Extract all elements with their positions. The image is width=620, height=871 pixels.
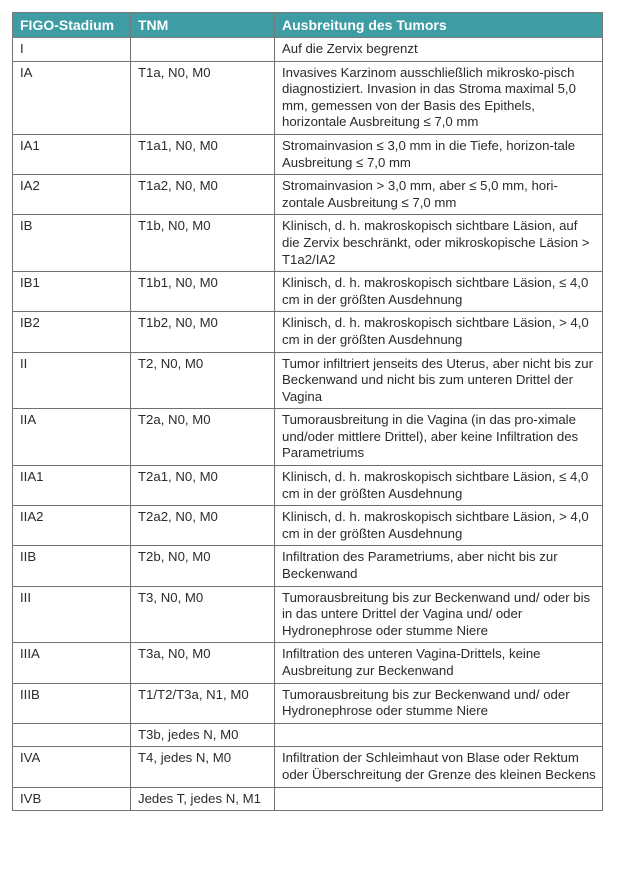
table-row	[13, 312, 603, 352]
cell-stage: I	[13, 38, 131, 62]
cell-stage: IIA2	[13, 506, 131, 546]
cell-desc: Klinisch, d. h. makroskopisch sichtbare Läsion, auf die Zervix beschränkt, oder mikroskopische Läsion > T1a2/IA2	[275, 215, 603, 272]
cell-stage: IA1	[13, 134, 131, 174]
cell-tnm: Jedes T, jedes N, M1	[131, 787, 275, 811]
cell-desc: Tumorausbreitung bis zur Beckenwand und/ oder Hydronephrose oder stumme Niere	[275, 683, 603, 723]
table-row	[13, 175, 603, 215]
cell-stage: IB1	[13, 272, 131, 312]
cell-desc: Tumorausbreitung bis zur Beckenwand und/ oder bis in das untere Drittel der Vagina und/ oder Hydronephrose oder stumme Niere	[275, 586, 603, 643]
cell-stage: IB	[13, 215, 131, 272]
cell-tnm: T1a1, N0, M0	[131, 134, 275, 174]
cell-tnm	[131, 38, 275, 62]
cell-tnm: T4, jedes N, M0	[131, 747, 275, 787]
cell-tnm: T2, N0, M0	[131, 352, 275, 409]
table-header	[13, 13, 603, 38]
table-body	[13, 38, 603, 811]
cell-desc	[275, 723, 603, 747]
cell-stage: IA	[13, 61, 131, 134]
cell-desc: Auf die Zervix begrenzt	[275, 38, 603, 62]
table-row	[13, 586, 603, 643]
table-row	[13, 38, 603, 62]
cell-desc: Invasives Karzinom ausschließlich mikrosko-pisch diagnostiziert. Invasion in das Stroma maximal 5,0 mm, gemessen von der Basis des Epithels, horizontale Ausbreitung ≤ 7,0 mm	[275, 61, 603, 134]
table-row	[13, 683, 603, 723]
cell-desc: Klinisch, d. h. makroskopisch sichtbare Läsion, > 4,0 cm in der größten Ausdehnung	[275, 506, 603, 546]
table-row	[13, 747, 603, 787]
cell-tnm: T1b, N0, M0	[131, 215, 275, 272]
cell-tnm: T1a2, N0, M0	[131, 175, 275, 215]
table-row	[13, 723, 603, 747]
cell-desc: Infiltration des unteren Vagina-Drittels, keine Ausbreitung zur Beckenwand	[275, 643, 603, 683]
cell-desc: Stromainvasion ≤ 3,0 mm in die Tiefe, horizon-tale Ausbreitung ≤ 7,0 mm	[275, 134, 603, 174]
table-row	[13, 352, 603, 409]
table-row	[13, 61, 603, 134]
cell-tnm: T1b1, N0, M0	[131, 272, 275, 312]
cell-stage: IA2	[13, 175, 131, 215]
cell-stage: II	[13, 352, 131, 409]
figo-staging-table	[12, 12, 603, 811]
table-row	[13, 134, 603, 174]
cell-stage: IIIB	[13, 683, 131, 723]
cell-desc: Klinisch, d. h. makroskopisch sichtbare Läsion, ≤ 4,0 cm in der größten Ausdehnung	[275, 466, 603, 506]
table-row	[13, 215, 603, 272]
cell-stage	[13, 723, 131, 747]
cell-stage: IB2	[13, 312, 131, 352]
table-row	[13, 409, 603, 466]
table-row	[13, 272, 603, 312]
cell-stage: IIB	[13, 546, 131, 586]
table-row	[13, 466, 603, 506]
cell-desc: Tumorausbreitung in die Vagina (in das pro-ximale und/oder mittlere Drittel), aber keine Infiltration des Parametriums	[275, 409, 603, 466]
cell-desc: Klinisch, d. h. makroskopisch sichtbare Läsion, ≤ 4,0 cm in der größten Ausdehnung	[275, 272, 603, 312]
cell-tnm: T3a, N0, M0	[131, 643, 275, 683]
table-row	[13, 546, 603, 586]
header-tnm: TNM	[131, 13, 275, 38]
cell-stage: IIIA	[13, 643, 131, 683]
cell-stage: IIA1	[13, 466, 131, 506]
header-ausbreitung: Ausbreitung des Tumors	[275, 13, 603, 38]
cell-tnm: T1/T2/T3a, N1, M0	[131, 683, 275, 723]
cell-tnm: T3, N0, M0	[131, 586, 275, 643]
cell-tnm: T1b2, N0, M0	[131, 312, 275, 352]
cell-tnm: T3b, jedes N, M0	[131, 723, 275, 747]
table-row	[13, 506, 603, 546]
cell-tnm: T2a1, N0, M0	[131, 466, 275, 506]
cell-tnm: T1a, N0, M0	[131, 61, 275, 134]
table-row	[13, 643, 603, 683]
cell-tnm: T2a2, N0, M0	[131, 506, 275, 546]
header-row	[13, 13, 603, 38]
figo-table-container	[12, 12, 602, 811]
cell-stage: III	[13, 586, 131, 643]
table-row	[13, 787, 603, 811]
cell-tnm: T2b, N0, M0	[131, 546, 275, 586]
cell-desc: Infiltration des Parametriums, aber nicht bis zur Beckenwand	[275, 546, 603, 586]
header-figo-stadium: FIGO-Stadium	[13, 13, 131, 38]
cell-tnm: T2a, N0, M0	[131, 409, 275, 466]
cell-desc: Klinisch, d. h. makroskopisch sichtbare Läsion, > 4,0 cm in der größten Ausdehnung	[275, 312, 603, 352]
cell-desc	[275, 787, 603, 811]
cell-desc: Stromainvasion > 3,0 mm, aber ≤ 5,0 mm, hori-zontale Ausbreitung ≤ 7,0 mm	[275, 175, 603, 215]
cell-desc: Infiltration der Schleimhaut von Blase oder Rektum oder Überschreitung der Grenze des kleinen Beckens	[275, 747, 603, 787]
cell-stage: IVA	[13, 747, 131, 787]
cell-stage: IVB	[13, 787, 131, 811]
cell-stage: IIA	[13, 409, 131, 466]
cell-desc: Tumor infiltriert jenseits des Uterus, aber nicht bis zur Beckenwand und nicht bis zum unteren Drittel der Vagina	[275, 352, 603, 409]
